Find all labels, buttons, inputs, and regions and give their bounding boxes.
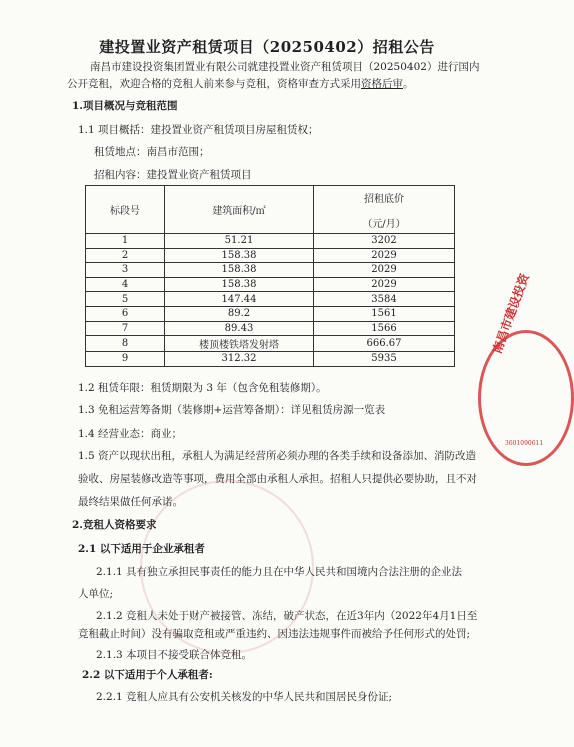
header-reserve-price-unit: （元/月）: [362, 218, 406, 230]
cell-lot: 8: [86, 336, 165, 352]
cell-price: 2029: [314, 248, 455, 263]
item-2-1-3: 2.1.3 本项目不接受联合体竞租。: [96, 649, 253, 661]
faded-seal-mark: [140, 480, 314, 654]
header-reserve-price: [314, 186, 455, 234]
header-reserve-price-label: 招租底价: [364, 193, 404, 205]
item-1-5-line-1: 1.5 资产以现状出租，承租人为满足经营所必须办理的各类手续和设备添加、消防改造: [78, 450, 477, 462]
rental-content: 招租内容：建投置业资产租赁项目: [94, 169, 252, 181]
intro-line-2-prefix: 公开竞租，欢迎合格的竞租人前来参与竞租，资格审查方式采用: [67, 78, 361, 90]
intro-line-1: 南昌市建设投资集团置业有限公司就建投置业资产租赁项目（20250402）进行国内: [90, 61, 480, 73]
cell-price: 3202: [314, 234, 455, 249]
cell-area: 147.44: [165, 292, 314, 307]
table-row: [86, 277, 455, 292]
item-1-4: 1.4 经营业态：商业；: [78, 428, 183, 440]
table-row: [86, 234, 455, 249]
item-2-1-2-line-2: 竞租截止时间）没有骗取竞租或严重违约、因违法违规事件而被给予任何形式的处罚;: [78, 628, 471, 640]
cell-price: 1566: [314, 321, 455, 336]
section-1-heading: 1.项目概况与竞租范围: [72, 100, 178, 112]
table-row: [86, 248, 455, 263]
cell-lot: 5: [86, 292, 165, 307]
rent-table: [85, 185, 455, 367]
cell-area: 楼顶楼铁塔发射塔: [165, 336, 314, 352]
cell-area: 312.32: [165, 352, 314, 367]
table-row: [86, 292, 455, 307]
cell-lot: 4: [86, 277, 165, 292]
table-row: [86, 336, 455, 352]
item-2-1-1-line-2: 人单位;: [78, 588, 114, 600]
cell-price: 2029: [314, 277, 455, 292]
cell-area: 158.38: [165, 248, 314, 263]
cell-lot: 7: [86, 321, 165, 336]
table-row: [86, 263, 455, 278]
table-row: [86, 306, 455, 321]
item-2-1-2-line-1: 2.1.2 竞租人未处于财产被接管、冻结，破产状态，在近3年内（2022年4月1日至: [96, 610, 478, 622]
cell-area: 158.38: [165, 277, 314, 292]
cell-lot: 2: [86, 248, 165, 263]
cell-area: 89.43: [165, 321, 314, 336]
item-2-2-1: 2.2.1 竞租人应具有公安机关核发的中华人民共和国居民身份证;: [96, 691, 393, 703]
table-header-row: [86, 186, 455, 234]
cell-area: 89.2: [165, 306, 314, 321]
section-2-heading: 2.竞租人资格要求: [72, 519, 157, 531]
cell-area: 158.38: [165, 263, 314, 278]
cell-lot: 6: [86, 306, 165, 321]
table-row: [86, 321, 455, 336]
header-area: 建筑面积/㎡: [165, 186, 314, 234]
cell-price: 666.67: [314, 336, 455, 352]
cell-lot: 9: [86, 352, 165, 367]
company-seal-text: 南昌市建设投资: [489, 271, 532, 356]
page-title: 建投置业资产租赁项目（20250402）招租公告: [99, 38, 435, 56]
intro-line-2-suffix: 。: [403, 78, 414, 90]
item-1-5-line-3: 最终结果做任何承诺。: [78, 496, 183, 508]
cell-price: 5935: [314, 352, 455, 367]
header-lot-number: 标段号: [86, 186, 165, 234]
rental-location: 租赁地点：南昌市范围；: [94, 146, 210, 158]
intro-line-2: [67, 77, 414, 91]
table-row: [86, 352, 455, 367]
item-1-2: 1.2 租赁年限：租赁期限为 3 年（包含免租装修期）。: [78, 382, 327, 394]
qualification-review-link: 资格后审: [361, 78, 403, 90]
company-seal-number: 3601090611: [505, 440, 544, 447]
cell-lot: 1: [86, 234, 165, 249]
item-2-1: 2.1 以下适用于企业承租者: [78, 543, 205, 555]
cell-price: 1561: [314, 306, 455, 321]
item-2-1-1-line-1: 2.1.1 具有独立承担民事责任的能力且在中华人民共和国境内合法注册的企业法: [96, 566, 463, 578]
cell-lot: 3: [86, 263, 165, 278]
cell-area: 51.21: [165, 234, 314, 249]
item-1-1: 1.1 项目概括：建投置业资产租赁项目房屋租赁权；: [78, 124, 319, 136]
item-1-5-line-2: 验收、房屋装修改造等事项，费用全部由承租人承担。招租人只提供必要协助，且不对: [78, 473, 477, 485]
item-1-3: 1.3 免租运营筹备期（装修期+运营筹备期）：详见租赁房源一览表: [78, 404, 386, 416]
cell-price: 3584: [314, 292, 455, 307]
cell-price: 2029: [314, 263, 455, 278]
item-2-2: 2.2 以下适用于个人承租者:: [82, 669, 213, 681]
